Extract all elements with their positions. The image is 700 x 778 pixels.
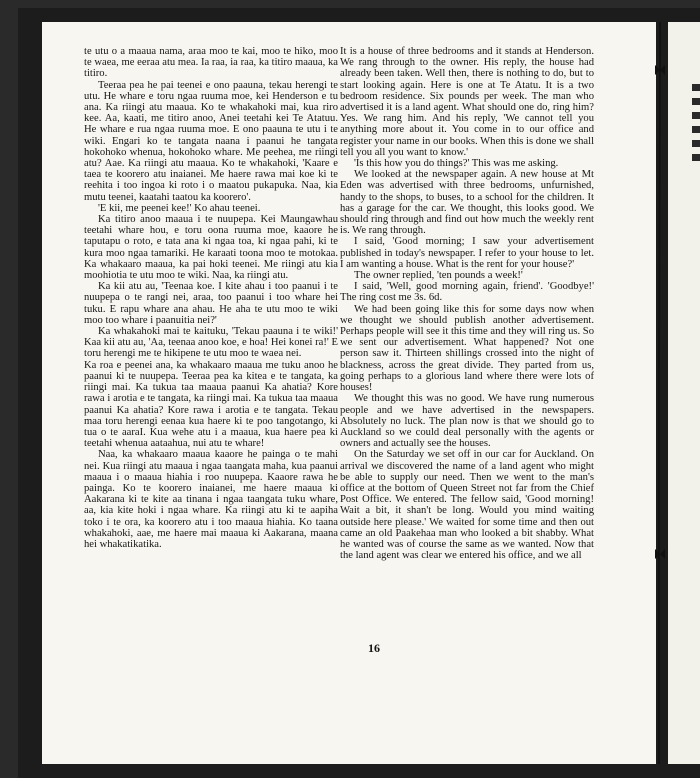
paragraph: The owner replied, 'ten pounds a week!' xyxy=(354,270,523,282)
paragraph: 'Is this how you do things?' This was me asking. xyxy=(354,158,559,170)
paragraph: 'E kii, me peenei kee!' Ko ahau teenei. xyxy=(98,202,261,214)
paragraph: Ka kii atu au, 'Teenaa koe. I kite ahau i too paanui i te nuupepa o te rangi nei, araa, too paanui i too whare hei tuku. E rapu whare ana ahau. He aha te utu moo te wiki moo too whare i paanuitia nei?' xyxy=(84,281,338,326)
left-column-maori-text xyxy=(84,46,338,550)
paragraph: Naa, ka whakaaro maaua kaaore he painga o te mahi nei. Kua riingi atu maaua i ngaa taangata maha, kua paanui maaua i o maaua hiahia i roo nuupepa. Kaaore rawa he painga. Ko te koorero inaianei, me haere maaua ki Aakarana ki te kite aa tinana i ngaa taangata tuku whare, aa, kia kite hoki i ngaa whare. Ka riingi atu ki te aapiha toko i te ora, ka koorero atu i too maaua hiahia. Ko taana whakahoki, aae, me haere mai maaua ki Aakarana, maana hei whakatikatika. xyxy=(84,449,338,550)
paragraph: We looked at the newspaper again. A new house at Mt Eden was advertised with three bedrooms, unfurnished, handy to the shops, to buses, to a school for the children. It has a garage for the car. We thought, this looks good. We should ring through and find out how much the weekly rent is. We rang through. xyxy=(340,169,594,237)
paragraph: I said, 'Well, good morning again, friend'. 'Goodbye!' The ring cost me 3s. 6d. xyxy=(340,281,594,304)
paragraph: We thought this was no good. We have rung numerous people and we have advertised in the newspapers. Absolutely no luck. The plan now is that we should go to Auckland so we could deal personally with the agents or owners and actually see the houses. xyxy=(340,393,594,450)
right-column-english-text xyxy=(340,46,594,561)
book-spine xyxy=(652,22,666,764)
paragraph: On the Saturday we set off in our car for Auckland. On arrival we discovered the name of a land agent who might be able to supply our need. Then we went to the man's office at the bottom of Queen Street not far from the Chief Post Office. We entered. The fellow said, 'Good morning! Wait a bit, it shan't be long. Would you mind waiting outside here please.' We waited for some time and then out came an old Paakehaa man who looked a bit shabby. What he wanted was of course the same as we wanted. Now that the land agent was clear we entered his office, and we all xyxy=(340,449,594,562)
facing-page-text-fragment xyxy=(692,84,700,91)
spine-binding-line xyxy=(652,22,666,764)
facing-page-text-fragment xyxy=(692,126,700,133)
page-number: 16 xyxy=(368,641,380,655)
paragraph: It is a house of three bedrooms and it stands at Henderson. We rang through to the owner. His reply, the house had already been taken. Well then, there is nothing to do, but to start looking again. Here is one at Te Atatu. It is a two bedroom residence. Six pounds per week. The man who advertised it is a land agent. What should one do, ring him? Yes. We rang him. And his reply, 'We cannot tell you anything more about it. You come in to our office and register your name in our books. When this is done we shall tell you all you want to know.' xyxy=(340,46,595,158)
facing-page-text-fragment xyxy=(692,154,700,161)
paragraph: We had been going like this for some days now when we thought we should publish another advertisement. Perhaps people will see it this time and they will ring us. So we sent our advertisement. What happened? Not one person saw it. Thirteen shillings crossed into the night of blackness, across the great divide. They parted from us, going perhaps to a glorious land where there were lots of houses! xyxy=(340,303,594,394)
facing-page-text-fragment xyxy=(692,98,700,105)
facing-page-text-fragment xyxy=(692,112,700,119)
paragraph: te utu o a maaua nama, araa moo te kai, moo te hiko, moo te waea, me eeraa atu mea. Ia raa, ia raa, ka titiro maaua, ka titiro. xyxy=(84,46,338,80)
paragraph: I said, 'Good morning; I saw your advertisement published in today's newspaper. I refer to your house to let. I am wanting a house. What is the rent for your house?' xyxy=(340,236,594,270)
paragraph: Ka titiro anoo maaua i te nuupepa. Kei Maungawhau teetahi whare hou, e toru oona ruuma moe, kaaore he taputapu o roto, e tata ana ki ngaa toa, ki ngaa pahi, ki te kura moo ngaa tamariki. He karaati toona moo te motokaa. Ka whakaaro maaua, ka pai hoki teenei. Me riingi atu kia moohiotia te utu moo te wiki. Naa, ka riingi atu. xyxy=(84,214,338,282)
paragraph: Teeraa pea he pai teenei e ono paauna, tekau herengi te utu. He whare e toru ngaa ruuma moe, kei Henderson e tu ana. Ka riingi atu maaua. Ko te whakahoki mai, kua riro kee. Aa, kaati, me titiro anoo, Anei teetahi kei Te Atatuu. He whare e rua ngaa ruuma moe. E ono paauna te utu i te wiki. Engari ko te tangata naana i paanui he tangata hokohoko whenua, hokohoko whare. Me peehea, me riingi atu? Aae. Ka riingi atu maaua. Ko te whakahoki, 'Kaare e taea te koorero atu inaianei. Me haere rawa mai koe ki te reehita i too ingoa ki roto i o maatou pukapuka. Naa, kia mutu teenei, kaatahi taatou ka koorero'. xyxy=(84,79,338,203)
facing-page-edge xyxy=(668,22,700,764)
paragraph: Ka roa e peenei ana, ka whakaaro maaua me tuku anoo he paanui ki te nuupepa. Teeraa pea ka kitea e te tangata, ka riingi mai. Ka tukua taa maaua paanui Ka ahatia? Kore rawa i arotia e te tangata, ka riingi mai. Ka tukua taa maaua paanui Ka ahatia? Kore rawa i arotia e te tangata. Tekau maa toru herengi eenaa kua haere ki te poo tangotango, ki tua o te aaraI. Kua wehe atu i a maaua, kua haere pea ki teetahi whenua aataahua, nui atu te whare! xyxy=(84,359,338,450)
spine-ornament-bottom xyxy=(655,549,665,559)
paragraph: Ka whakahoki mai te kaituku, 'Tekau paauna i te wiki!' Kaa kii atu au, 'Aa, teenaa anoo koe, e hoa! Hei konei ra!' E toru herengi me te hikipene te utu moo te waea nei. xyxy=(84,326,338,360)
facing-page-text-fragment xyxy=(692,140,700,147)
